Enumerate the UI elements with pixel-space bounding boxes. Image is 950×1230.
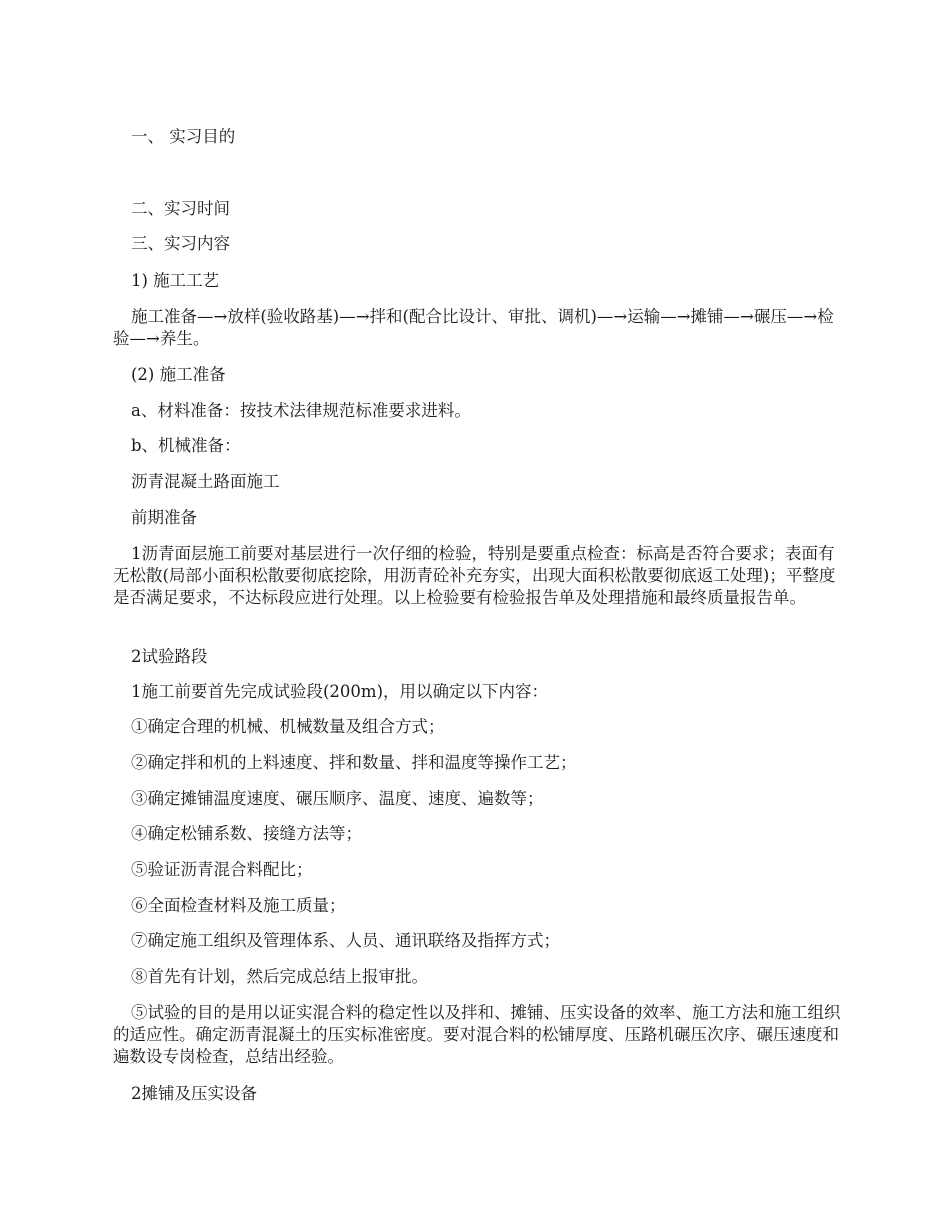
paragraph-process-flow: 施工准备—→放样(验收路基)—→拌和(配合比设计、审批、调机)—→运输—→摊铺—→碾压—→检验—→养生。	[113, 307, 834, 348]
list-item: ⑧首先有计划，然后完成总结上报审批。	[131, 967, 428, 986]
paragraph-test-section-intro: 1施工前要首先完成试验段(200m)，用以确定以下内容：	[131, 682, 549, 701]
subheading-early-preparation: 前期准备	[131, 508, 197, 527]
paragraph-base-inspection: 1沥青面层施工前要对基层进行一次仔细的检验，特别是要重点检查：标高是否符合要求；表面有无松散(局部小面积松散要彻底挖除，用沥青砼补充夯实，出现大面积松散要彻底返工处理)；平整度是否满足要求，不达标段应进行处理。以上检验要有检验报告单及处理措施和最终质量报告单。	[113, 544, 836, 607]
list-item: ①确定合理的机械、机械数量及组合方式；	[131, 717, 445, 736]
list-item: ②确定拌和机的上料速度、拌和数量、拌和温度等操作工艺；	[131, 753, 577, 772]
section-heading-content: 三、实习内容	[131, 234, 230, 253]
list-item: ⑤验证沥青混合料配比；	[131, 860, 313, 879]
subheading-preparation: (2) 施工准备	[131, 365, 226, 384]
list-item: ④确定松铺系数、接缝方法等；	[131, 824, 362, 843]
subheading-process: 1) 施工工艺	[131, 271, 220, 290]
paragraph-machine-prep: b、机械准备：	[131, 436, 241, 455]
list-item: ⑥全面检查材料及施工质量；	[131, 896, 346, 915]
paragraph-material-prep: a、材料准备：按技术法律规范标准要求进料。	[131, 401, 471, 420]
section-heading-time: 二、实习时间	[131, 199, 230, 218]
list-item: ⑦确定施工组织及管理体系、人员、通讯联络及指挥方式；	[131, 931, 560, 950]
subheading-asphalt-construction: 沥青混凝土路面施工	[131, 472, 280, 491]
subheading-paving-equipment: 2摊铺及压实设备	[131, 1084, 257, 1103]
section-heading-purpose: 一、 实习目的	[131, 127, 236, 146]
paragraph-test-purpose: ⑤试验的目的是用以证实混合料的稳定性以及拌和、摊铺、压实设备的效率、施工方法和施工组织的适应性。确定沥青混凝土的压实标准密度。要对混合料的松铺厚度、压路机碾压次序、碾压速度和遍数设专岗检查，总结出经验。	[113, 1003, 841, 1066]
list-item: ③确定摊铺温度速度、碾压顺序、温度、速度、遍数等；	[131, 789, 544, 808]
subheading-test-section: 2试验路段	[131, 647, 208, 666]
